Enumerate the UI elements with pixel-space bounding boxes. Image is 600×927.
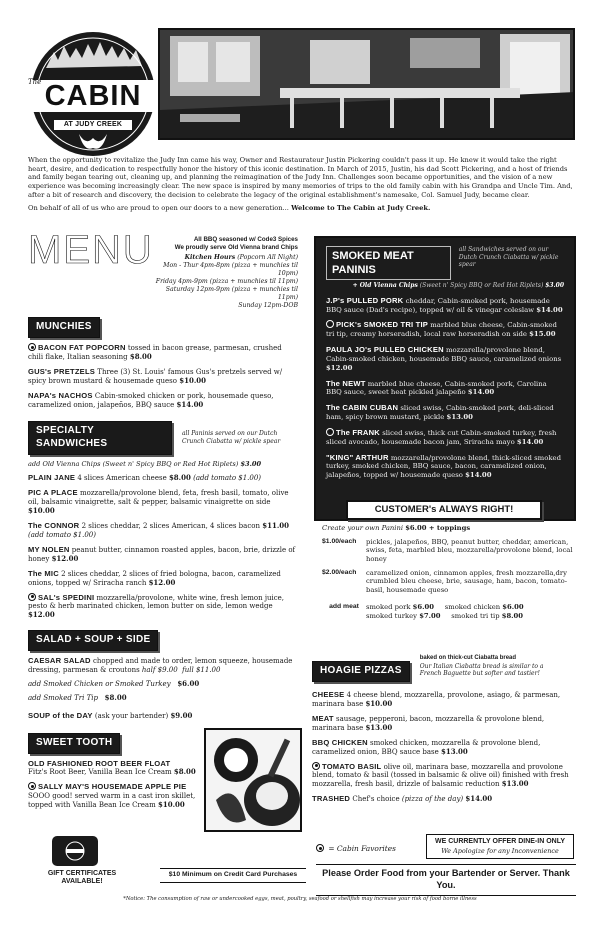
intro-paragraph: When the opportunity to revitalize the Judy Inn came his way, Owner and Restaurateur Justin Pickering couldn't pass it up. He knew it would take the right heart, desire, and dedication to respectfully honor the history of this iconic destination. In March of 2015, Justin, his dad Scott Pickering, and a host of friends and family began tearing out, cleaning up, and planning the reimagination of the Judy Inn. Challenges soon became opportunities, and the vision of a new experience was becoming increasingly clear. The new space is inspired by many memories of trips to the old family cabin with his Grandpa and Uncle Tim. And, after a bit of research and discovery, the decision to celebrate the legacy of the original establishment's namesake, Col. Samuel Judy, became clear.	[28, 156, 573, 199]
order-instructions: Please Order Food from your Bartender or Server. Thank You.	[316, 864, 576, 896]
menu-item: SAL's SPEDINI mozzarella/provolone, white wine, fresh lemon juice, pesto & herb marinated chicken, lemon butter on side, lemon wedge $12.00	[28, 592, 285, 620]
munchies-header: MUNCHIES	[28, 317, 100, 338]
gift-card-icon	[52, 836, 98, 866]
cabin-favorite-icon	[28, 782, 36, 790]
add-meat-row: add meat smoked pork $6.00 smoked chicken $6.00 smoked turkey $7.00 smoked tri tip $8.00	[329, 602, 524, 620]
menu-item: OLD FASHIONED ROOT BEER FLOAT Fitz's Root Beer, Vanilla Bean Ice Cream $8.00	[28, 758, 196, 777]
panini-header: SMOKED MEAT PANINIS	[326, 246, 451, 280]
custom-panini-section	[322, 524, 576, 620]
sweet-header: SWEET TOOTH	[28, 733, 120, 754]
credit-card-minimum: $10 Minimum on Credit Card Purchases	[160, 868, 306, 883]
cabin-favorites-legend: = Cabin Favorites	[316, 844, 396, 853]
menu-item: CHEESE 4 cheese blend, mozzarella, provolone, asiago, & parmesan, marinara base $10.00	[312, 689, 561, 708]
cabin-favorite-icon	[28, 343, 36, 351]
menu-item: PLAIN JANE 4 slices American cheese $8.00 (add tomato $1.00)	[28, 472, 262, 482]
menu-title: MENU	[28, 228, 154, 272]
menu-item: SOUP of the DAY (ask your bartender) $9.00	[28, 710, 193, 720]
restaurant-interior-photo	[158, 28, 575, 140]
menu-item: CAESAR SALAD chopped and made to order, lemon squeeze, housemade dressing, parmesan & croutons half $9.00 full $11.00	[28, 656, 293, 675]
menu-item: PAULA JO's PULLED CHICKEN mozzarella/provolone blend, Cabin-smoked chicken, housemade BBQ sauce, caramelized onions $12.00	[326, 345, 562, 372]
cabin-favorite-icon	[312, 762, 320, 770]
cabin-favorite-icon	[316, 844, 324, 852]
menu-item: The NEWT marbled blue cheese, Cabin-smoked pork, Carolina BBQ sauce, sweet heat pickled jalapeño $14.00	[326, 378, 547, 397]
left-column	[28, 230, 298, 810]
add-chips-line: add Old Vienna Chips (Sweet n' Spicy BBQ or Red Hot Riplets) $3.00	[28, 459, 262, 468]
logo-subtitle: AT JUDY CREEK	[63, 121, 123, 128]
add-on-line: add Smoked Chicken or Smoked Turkey $6.00	[28, 679, 200, 689]
menu-item: SALLY MAY'S HOUSEMADE APPLE PIE SOOO good! served warm in a cast iron skillet, topped with Vanilla Bean Ice Cream $10.00	[28, 782, 196, 810]
panini-note: all Sandwiches served on our Dutch Crunch Ciabatta w/ pickle spear	[458, 246, 559, 269]
menu-item: TRASHED Chef's choice (pizza of the day) $14.00	[312, 794, 493, 804]
customers-always-right-header: CUSTOMER's ALWAYS RIGHT!	[346, 500, 542, 520]
menu-item: The CONNOR 2 slices cheddar, 2 slices American, 4 slices bacon $11.00 (add tomato $1.00)	[28, 520, 289, 539]
menu-item: GUS's PRETZELS Three (3) St. Louis' famous Gus's pretzels served w/ spicy brown mustard & housemade queso $10.00	[28, 367, 283, 386]
menu-item: PICK's SMOKED TRI TIP marbled blue cheese, Cabin-smoked tri tip, creamy horseradish, local raw horseradish on side $15.00	[326, 320, 557, 339]
cabin-favorite-icon	[326, 428, 334, 436]
menu-item: BBQ CHICKEN smoked chicken, mozzarella & provolone blend, caramelized onion, BBQ sauce base $13.00	[312, 737, 541, 756]
menu-item: The MIC 2 slices cheddar, 2 slices of fried bologna, bacon, caramelized onions, topped w/ Sriracha ranch $12.00	[28, 568, 281, 587]
menu-item: The FRANK sliced swiss, thick cut Cabin-smoked turkey, fresh sliced avocado, housemade bacon jam, Sriracha mayo $14.00	[326, 427, 557, 446]
sandwiches-note: all Paninis served on our Dutch Crunch Ciabatta w/ pickle spear	[181, 430, 281, 445]
topping-row: $2.00/each caramelized onion, cinnamon apples, fresh mozzarella,dry crumbled bleu cheese, brie, sausage, ham, bacon, tomato-basil, housemade queso	[322, 568, 567, 595]
food-safety-notice: *Notice: The consumption of raw or undercooked eggs, meat, poultry, seafood or shellfish may increase your risk of food borne illness	[123, 896, 477, 902]
gift-certificates-text: GIFT CERTIFICATES AVAILABLE!	[47, 870, 117, 886]
intro-welcome: On behalf of all of us who are proud to open our doors to a new generation... Welcome to The Cabin at Judy Creek.	[28, 203, 431, 212]
menu-item: The CABIN CUBAN sliced swiss, Cabin-smoked pork, deli-sliced ham, spicy brown mustard, pickle $13.00	[326, 403, 554, 422]
menu-item: PIC A PLACE mozzarella/provolone blend, feta, fresh basil, tomato, olive oil, balsamic vinaigrette, salt & pepper, balsamic vinaigrette on side $10.00	[28, 487, 289, 515]
cabin-favorite-icon	[326, 320, 334, 328]
menu-item: BACON FAT POPCORN tossed in bacon grease, parmesan, crushed chili flake, Italian seasoning $8.00	[28, 343, 282, 362]
menu-item: TOMATO BASIL olive oil, marinara base, mozzarella and provolone blend, tomato & basil (tossed in balsamic & olive oil) finished with fresh mozzarella, fresh basil, drizzle of balsamic reduction $13.00	[312, 761, 569, 789]
sandwiches-header: SPECIALTY SANDWICHES	[28, 421, 172, 455]
menu-item: "KING" ARTHUR mozzarella/provolone blend, thick-sliced smoked turkey, smoked chicken, BBQ sauce, bacon, caramelized onion, jalapeños, topped w/ housemade queso $14.00	[326, 452, 562, 480]
dessert-photo	[204, 728, 302, 832]
create-your-own-line: Create your own Panini $6.00 + toppings	[322, 524, 471, 532]
cabin-logo	[24, 28, 162, 166]
hoagie-header: HOAGIE PIZZAS	[312, 661, 410, 682]
menu-item: NAPA's NACHOS Cabin-smoked chicken or pork, housemade queso, caramelized onion, jalapeños, BBQ sauce $14.00	[28, 391, 274, 409]
smoked-meat-paninis-panel	[314, 236, 576, 521]
salad-header: SALAD + SOUP + SIDE	[28, 630, 158, 651]
hoagie-pizzas-section	[312, 655, 574, 804]
cabin-favorite-icon	[28, 593, 36, 601]
menu-item: J.P's PULLED PORK cheddar, Cabin-smoked pork, housemade BBQ sauce (Dad's recipe), topped w/ oil & vinegar coleslaw $14.00	[326, 295, 563, 314]
intro-text	[28, 156, 576, 212]
logo-text: CABIN	[44, 80, 142, 112]
menu-item: MY NOLEN peanut butter, cinnamon roasted apples, bacon, brie, drizzle of honey $12.00	[28, 544, 296, 563]
menu-info: All BBQ seasoned w/ Code3 Spices We proudly serve Old Vienna brand Chips Kitchen Hours (Popcorn All Night) Mon - Thur 4pm-8pm (pizza + munchies til 10pm) Friday 4pm-9pm (pizza + munchies til 11pm) Saturday 12pm-9pm (pizza + munchies til 11pm) Sunday 12pm-DOB	[155, 236, 298, 309]
menu-item: MEAT sausage, pepperoni, bacon, mozzarella & provolone blend, marinara base $13.00	[312, 713, 545, 732]
logo-the: The	[28, 78, 42, 86]
hoagie-note: baked on thick-cut Ciabatta bread Our Italian Ciabatta bread is similar to a French Baguette but softer and tastier!	[419, 655, 544, 678]
add-on-line: add Smoked Tri Tip $8.00	[28, 693, 127, 703]
topping-row: $1.00/each pickles, jalapeños, BBQ, peanut butter, cheddar, american, swiss, feta, marbled bleu, mozzarella/provolone blend, local honey	[322, 537, 573, 564]
dine-in-notice: WE CURRENTLY OFFER DINE-IN ONLY We Apologize for any Inconvenience	[426, 834, 574, 859]
panini-chips-line: + Old Vienna Chips (Sweet n' Spicy BBQ or Red Hot Riplets) $3.00	[352, 282, 564, 290]
